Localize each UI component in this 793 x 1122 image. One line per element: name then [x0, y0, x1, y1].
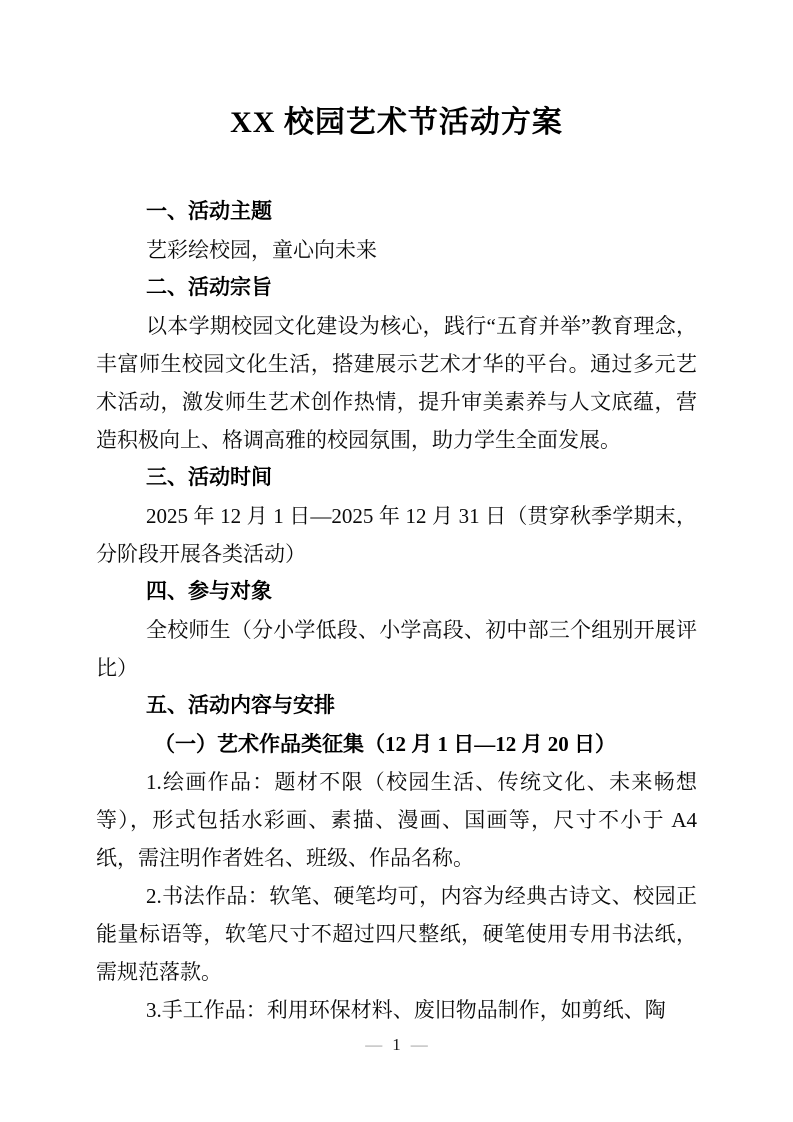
section-heading-content-arrangement: 五、活动内容与安排: [146, 694, 335, 717]
footer-right-dash: —: [410, 1035, 428, 1054]
section-heading-activity-purpose: 二、活动宗旨: [146, 276, 272, 299]
section-heading-activity-time: 三、活动时间: [146, 466, 272, 489]
page-footer: [0, 1032, 793, 1058]
section-heading-participants: 四、参与对象: [146, 580, 272, 603]
paragraph-activity-theme: 艺彩绘校园，童心向未来: [146, 238, 377, 262]
document-body: [96, 193, 697, 1029]
paragraph-item-calligraphy: 2.书法作品：软笔、硬笔均可，内容为经典古诗文、校园正能量标语等，软笔尺寸不超过四尺整纸，硬笔使用专用书法纸，需规范落款。: [96, 884, 697, 984]
section-heading-activity-theme: 一、活动主题: [146, 200, 272, 223]
footer-left-dash: —: [365, 1035, 383, 1054]
paragraph-activity-purpose: 以本学期校园文化建设为核心，践行“五育并举”教育理念，丰富师生校园文化生活，搭建展示艺术才华的平台。通过多元艺术活动，激发师生艺术创作热情，提升审美素养与人文底蕴，营造积极向上、格调高雅的校园氛围，助力学生全面发展。: [96, 314, 697, 452]
paragraph-activity-time: 2025 年 12 月 1 日—2025 年 12 月 31 日（贯穿秋季学期末，分阶段开展各类活动）: [96, 504, 697, 566]
document-title: XX 校园艺术节活动方案: [230, 106, 563, 139]
paragraph-participants: 全校师生（分小学低段、小学高段、初中部三个组别开展评比）: [96, 618, 697, 680]
page-number: 1: [392, 1035, 401, 1054]
paragraph-item-painting: 1.绘画作品：题材不限（校园生活、传统文化、未来畅想等），形式包括水彩画、素描、漫画、国画等，尺寸不小于 A4 纸，需注明作者姓名、班级、作品名称。: [96, 770, 697, 870]
subsection-heading-artwork-collection: （一）艺术作品类征集（12 月 1 日—12 月 20 日）: [154, 732, 616, 756]
paragraph-item-handicraft: 3.手工作品：利用环保材料、废旧物品制作，如剪纸、陶: [146, 998, 666, 1022]
